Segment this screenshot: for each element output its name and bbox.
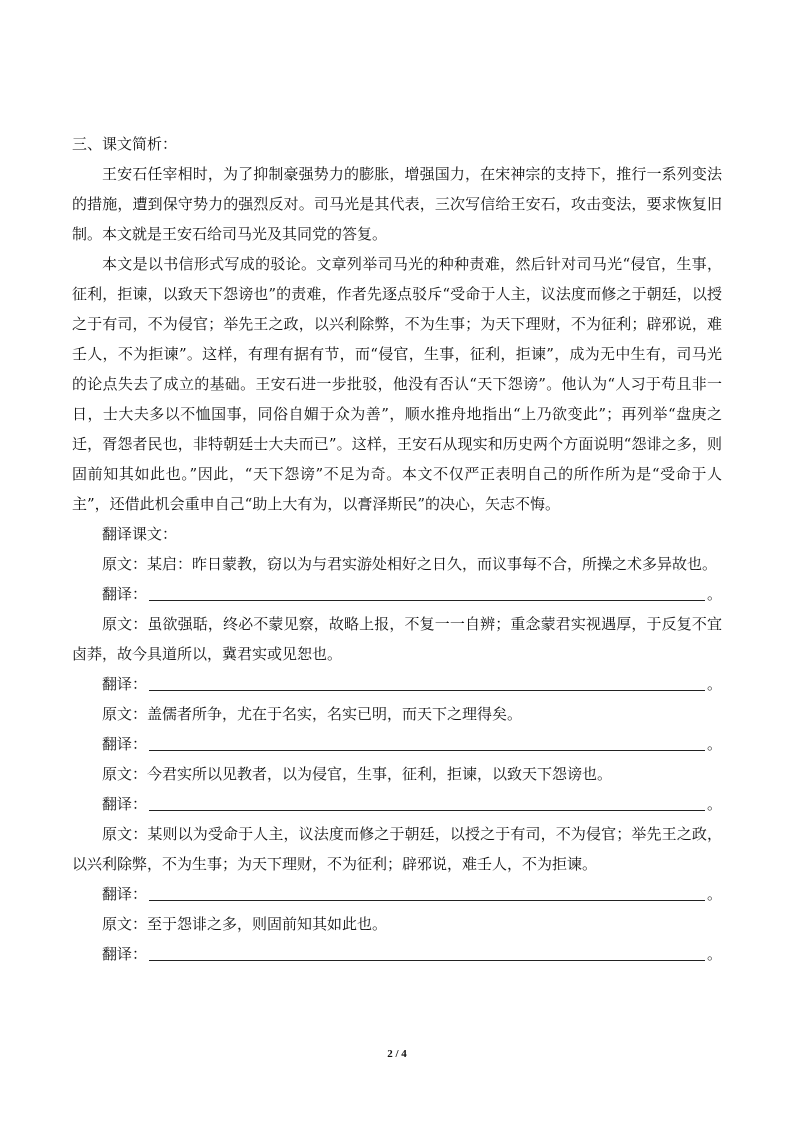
original-text: 原文：某启：昨日蒙教，窃以为与君实游处相好之日久，而议事每不合，所操之术多异故也。	[102, 555, 718, 573]
original-text: 原文：至于怨诽之多，则固前知其如此也。	[102, 915, 388, 933]
line-end-mark: 。	[706, 585, 722, 603]
page-number: 2 / 4	[387, 1048, 407, 1060]
translation-label: 翻译：	[102, 795, 148, 813]
translation-label: 翻译：	[102, 885, 148, 903]
translation-label: 翻译：	[102, 675, 148, 693]
translation-blank[interactable]	[149, 810, 705, 811]
translation-blank[interactable]	[149, 960, 705, 961]
original-text: 原文：今君实所以见教者，以为侵官，生事，征利，拒谏，以致天下怨谤也。	[102, 765, 613, 783]
original-text: 原文：盖儒者所争，尤在于名实，名实已明，而天下之理得矣。	[102, 705, 523, 723]
line-end-mark: 。	[706, 675, 722, 693]
line-end-mark: 。	[706, 885, 722, 903]
document-body	[72, 129, 722, 969]
translation-label: 翻译：	[102, 945, 148, 963]
translation-label: 翻译：	[102, 585, 148, 603]
translation-blank[interactable]	[149, 690, 705, 691]
translate-heading: 翻译课文：	[102, 525, 178, 543]
analysis-paragraph: 本文是以书信形式写成的驳论。文章列举司马光的种种责难，然后针对司马光“侵官，生事，征利，拒谏，以致天下怨谤也”的责难，作者先逐点驳斥“受命于人主，议法度而修之于朝廷，以授之于有司，不为侵官；举先王之政，以兴利除弊，不为生事；为天下理财，不为征利；辟邪说，难壬人，不为拒谏”。这样，有理有据有节，而“侵官，生事，征利，拒谏”，成为无中生有，司马光的论点失去了成立的基础。王安石进一步批驳，他没有否认“天下怨谤”。他认为“人习于苟且非一日，士大夫多以不恤国事，同俗自媚于众为善”，顺水推舟地指出“上乃欲变此”；再列举“盘庚之迁，胥怨者民也，非特朝廷士大夫而已”。这样，王安石从现实和历史两个方面说明“怨诽之多，则固前知其如此也。”因此，“天下怨谤”不足为奇。本文不仅严正表明自己的所作所为是“受命于人主”，还借此机会重申自己“助上大有为，以膏泽斯民”的决心，矢志不悔。	[72, 255, 722, 513]
line-end-mark: 。	[706, 795, 722, 813]
translation-blank[interactable]	[149, 750, 705, 751]
original-text: 原文：虽欲强聒，终必不蒙见察，故略上报，不复一一自辨；重念蒙君实视遇厚，于反复不宜卤莽，故今具道所以，冀君实或见恕也。	[72, 615, 722, 663]
translation-blank[interactable]	[149, 600, 705, 601]
line-end-mark: 。	[706, 735, 722, 753]
line-end-mark: 。	[706, 945, 722, 963]
translation-blank[interactable]	[149, 900, 705, 901]
translation-row	[102, 939, 722, 969]
original-text: 原文：某则以为受命于人主，议法度而修之于朝廷，以授之于有司，不为侵官；举先王之政，以兴利除弊，不为生事；为天下理财，不为征利；辟邪说，难壬人，不为拒谏。	[72, 825, 722, 873]
translation-row	[102, 669, 722, 699]
translation-label: 翻译：	[102, 735, 148, 753]
translation-row	[102, 579, 722, 609]
analysis-paragraph: 王安石任宰相时，为了抑制豪强势力的膨胀，增强国力，在宋神宗的支持下，推行一系列变法的措施，遭到保守势力的强烈反对。司马光是其代表，三次写信给王安石，攻击变法，要求恢复旧制。本文就是王安石给司马光及其同党的答复。	[72, 165, 722, 243]
translation-row	[102, 729, 722, 759]
translation-row	[102, 879, 722, 909]
section-heading: 三、课文简析：	[72, 135, 178, 153]
translation-row	[102, 789, 722, 819]
